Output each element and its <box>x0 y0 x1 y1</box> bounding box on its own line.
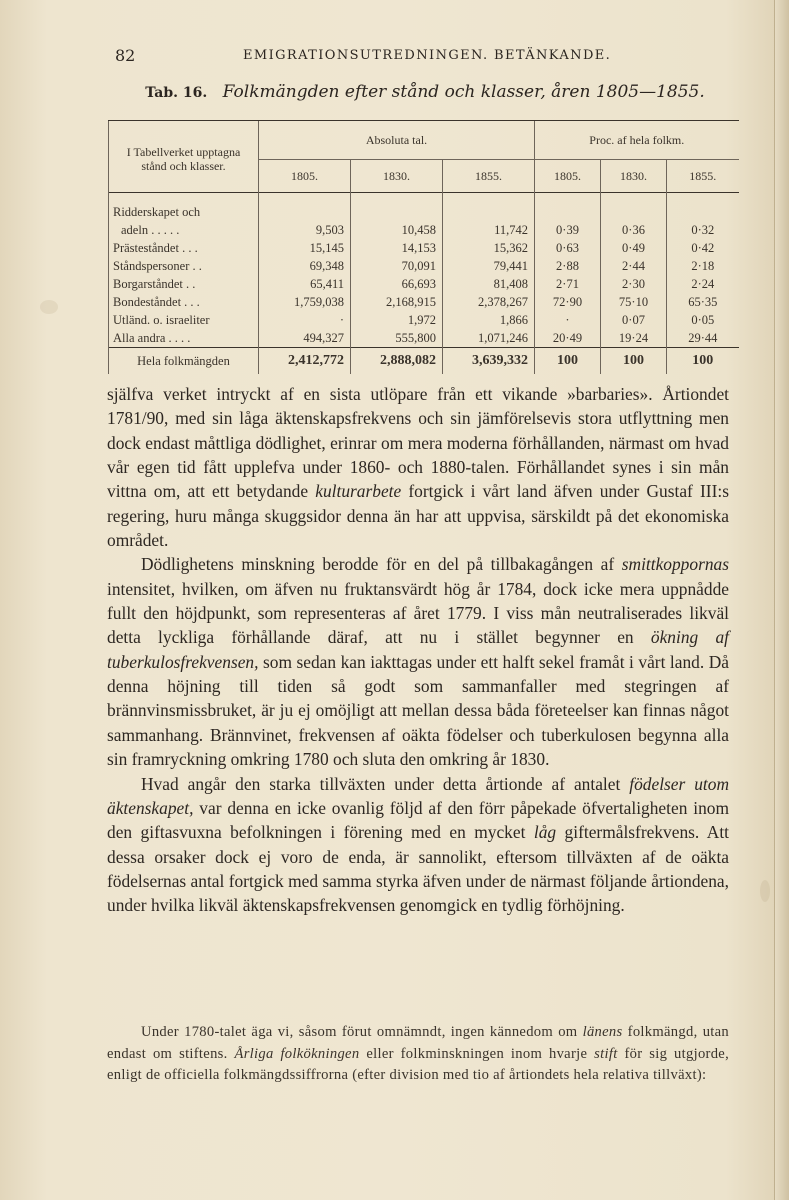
pct-1805: 2·88 <box>535 257 601 275</box>
value-1830: 1,972 <box>351 311 443 329</box>
emphasis: smittkoppornas <box>621 554 729 575</box>
pct-1805: 0·63 <box>535 239 601 257</box>
table-row <box>109 293 739 311</box>
total-pct-1830: 100 <box>601 348 667 375</box>
table-header-row <box>109 121 739 160</box>
pct-1805: 20·49 <box>535 329 601 348</box>
pct-1855: 29·44 <box>667 329 739 348</box>
total-1830: 2,888,082 <box>351 348 443 375</box>
emphasis: länens <box>582 1024 623 1040</box>
table-label: Tab. 16. <box>145 85 208 101</box>
row-label: Utländ. o. israeliter <box>109 311 259 329</box>
pct-1830: 0·07 <box>601 311 667 329</box>
pct-1830: 2·30 <box>601 275 667 293</box>
paragraph: själfva verket intryckt af en sista utlöpare från ett vikande »barbaries». Årtiondet 1781/90, med sin låga äktenskapsfrekvens och sin jämförelsevis stora utflyttning men dock endast måttliga dödlighet, erinrar om mera moderna förhållanden, närmast om hvad vår egen tid fått upplefva under 1860- och 1880-talen. Förhållandet synes i sin mån vittna om, att ett betydande kulturarbete fortgick i vårt land äfven under Gustaf III:s regering, huru många skuggsidor denna än har att uppvisa, särskildt på det ekonomiska området. <box>107 384 729 551</box>
pct-1855: 2·18 <box>667 257 739 275</box>
pct-1805: 72·90 <box>535 293 601 311</box>
value-1805: · <box>259 311 351 329</box>
total-pct-1855: 100 <box>667 348 739 375</box>
value-1830: 555,800 <box>351 329 443 348</box>
value-1855: 1,866 <box>443 311 535 329</box>
pct-1830: 0·49 <box>601 239 667 257</box>
stub-header: I Tabellverket upptagna stånd och klasser. <box>109 121 259 193</box>
paragraph: Dödlighetens minskning berodde för en del på tillbakagången af smittkoppornas intensitet, hvilken, om äfven nu fruktansvärdt hög år 1784, dock icke mera uppnådde fullt den höjdpunkt, som representeras af året 1779. I viss mån neutraliserades likväl detta lyckliga förhållande däraf, att nu i stället begynner en ökning af tuberkulosfrekvensen, som sedan kan iakttagas under ett halft sekel framåt i vårt land. Då denna höjning till tiden så godt som sammanfaller med stegringen af brännvinsmissbruket, är ju ej omöjligt att mellan dessa båda företeelser kan finnas något sammanhang. Brännvinet, frekvensen af oäkta födelser och tuberkulosen begynna alla sin framryckning omkring 1780 och sluta den omkring år 1830. <box>107 554 729 770</box>
value-1830: 14,153 <box>351 239 443 257</box>
total-1805: 2,412,772 <box>259 348 351 375</box>
row-label: adeln . . . . . <box>121 223 180 237</box>
emphasis: födelser utom äktenskapet, <box>107 773 729 818</box>
running-header <box>115 46 735 70</box>
group-absolute-header: Absoluta tal. <box>259 121 535 160</box>
emphasis: ökning af tuberkulosfrekvensen, <box>107 627 729 672</box>
table-caption: Folkmängden efter stånd och klasser, åren 1805—1855. <box>222 82 705 102</box>
value-1805: 494,327 <box>259 329 351 348</box>
value-1830: 66,693 <box>351 275 443 293</box>
row-label: Prästeståndet . . . <box>109 239 259 257</box>
table-row <box>109 239 739 257</box>
pct-1830: 2·44 <box>601 257 667 275</box>
pct-1855: 0·32 <box>667 221 739 239</box>
paper-stain <box>40 300 58 314</box>
emphasis: kulturarbete <box>315 481 402 502</box>
body-text <box>107 382 729 918</box>
pct-1830: 19·24 <box>601 329 667 348</box>
row-label-line: Ridderskapet och <box>109 203 259 221</box>
value-1805: 69,348 <box>259 257 351 275</box>
value-1855: 11,742 <box>443 221 535 239</box>
running-title: EMIGRATIONSUTREDNINGEN. BETÄNKANDE. <box>243 48 612 63</box>
value-1855: 81,408 <box>443 275 535 293</box>
total-label: Hela folkmängden <box>109 348 259 375</box>
value-1855: 2,378,267 <box>443 293 535 311</box>
year-header: 1830. <box>601 160 667 193</box>
value-1805: 1,759,038 <box>259 293 351 311</box>
value-1805: 9,503 <box>259 221 351 239</box>
year-header: 1805. <box>259 160 351 193</box>
year-header: 1830. <box>351 160 443 193</box>
row-label: Ståndspersoner . . <box>109 257 259 275</box>
value-1855: 79,441 <box>443 257 535 275</box>
table-row <box>109 221 739 239</box>
table-separator <box>109 193 739 204</box>
pct-1855: 0·42 <box>667 239 739 257</box>
table-row <box>109 275 739 293</box>
value-1830: 10,458 <box>351 221 443 239</box>
year-header: 1805. <box>535 160 601 193</box>
total-1855: 3,639,332 <box>443 348 535 375</box>
footnote-paragraph: Under 1780-talet äga vi, såsom förut omnämndt, ingen kännedom om länens folkmängd, utan endast om stiftens. Årliga folkökningen eller folkminskningen inom hvarje stift för sig utgjorde, enligt de officiella folkmängdssiffrorna (efter division med tio af årtiondets hela relativa tillväxt): <box>107 1024 730 1083</box>
page-number: 82 <box>115 46 136 65</box>
group-percent-header: Proc. af hela folkm. <box>535 121 739 160</box>
paragraph: Hvad angår den starka tillväxten under detta årtionde af antalet födelser utom äktenskapet, var denna en icke ovanlig följd af den förr påpekade öfvertaligheten inom den giftasvuxna befolkningen i förening med en mycket låg giftermålsfrekvens. Att dessa orsaker dock ej voro de enda, är sannolikt, eftersom tillväxten af de oäkta födelsernas antal fortgick med samma styrka äfven under de närmast följande årtiondena, under hvilka likväl äktenskapsfrekvensen genomgick en tydlig förhöjning. <box>107 773 729 916</box>
paper-stain <box>760 880 770 902</box>
page-edge <box>774 0 789 1200</box>
table-title <box>115 82 735 102</box>
row-label: Alla andra . . . . <box>109 329 259 348</box>
pct-1830: 75·10 <box>601 293 667 311</box>
year-header: 1855. <box>443 160 535 193</box>
row-label: Bondeståndet . . . <box>109 293 259 311</box>
pct-1805: · <box>535 311 601 329</box>
pct-1855: 0·05 <box>667 311 739 329</box>
table-row <box>109 203 739 221</box>
pct-1855: 2·24 <box>667 275 739 293</box>
table-row <box>109 257 739 275</box>
emphasis: Årliga folkökningen <box>234 1045 360 1062</box>
pct-1855: 65·35 <box>667 293 739 311</box>
table-row <box>109 311 739 329</box>
row-label: Borgarståndet . . <box>109 275 259 293</box>
value-1855: 15,362 <box>443 239 535 257</box>
pct-1805: 2·71 <box>535 275 601 293</box>
total-pct-1805: 100 <box>535 348 601 375</box>
pct-1830: 0·36 <box>601 221 667 239</box>
population-table <box>108 120 739 374</box>
value-1805: 65,411 <box>259 275 351 293</box>
value-1830: 2,168,915 <box>351 293 443 311</box>
emphasis: stift <box>594 1045 618 1062</box>
total-row <box>109 348 739 375</box>
year-header: 1855. <box>667 160 739 193</box>
emphasis: låg <box>533 822 557 843</box>
pct-1805: 0·39 <box>535 221 601 239</box>
value-1805: 15,145 <box>259 239 351 257</box>
value-1855: 1,071,246 <box>443 329 535 348</box>
table-row <box>109 329 739 348</box>
value-1830: 70,091 <box>351 257 443 275</box>
